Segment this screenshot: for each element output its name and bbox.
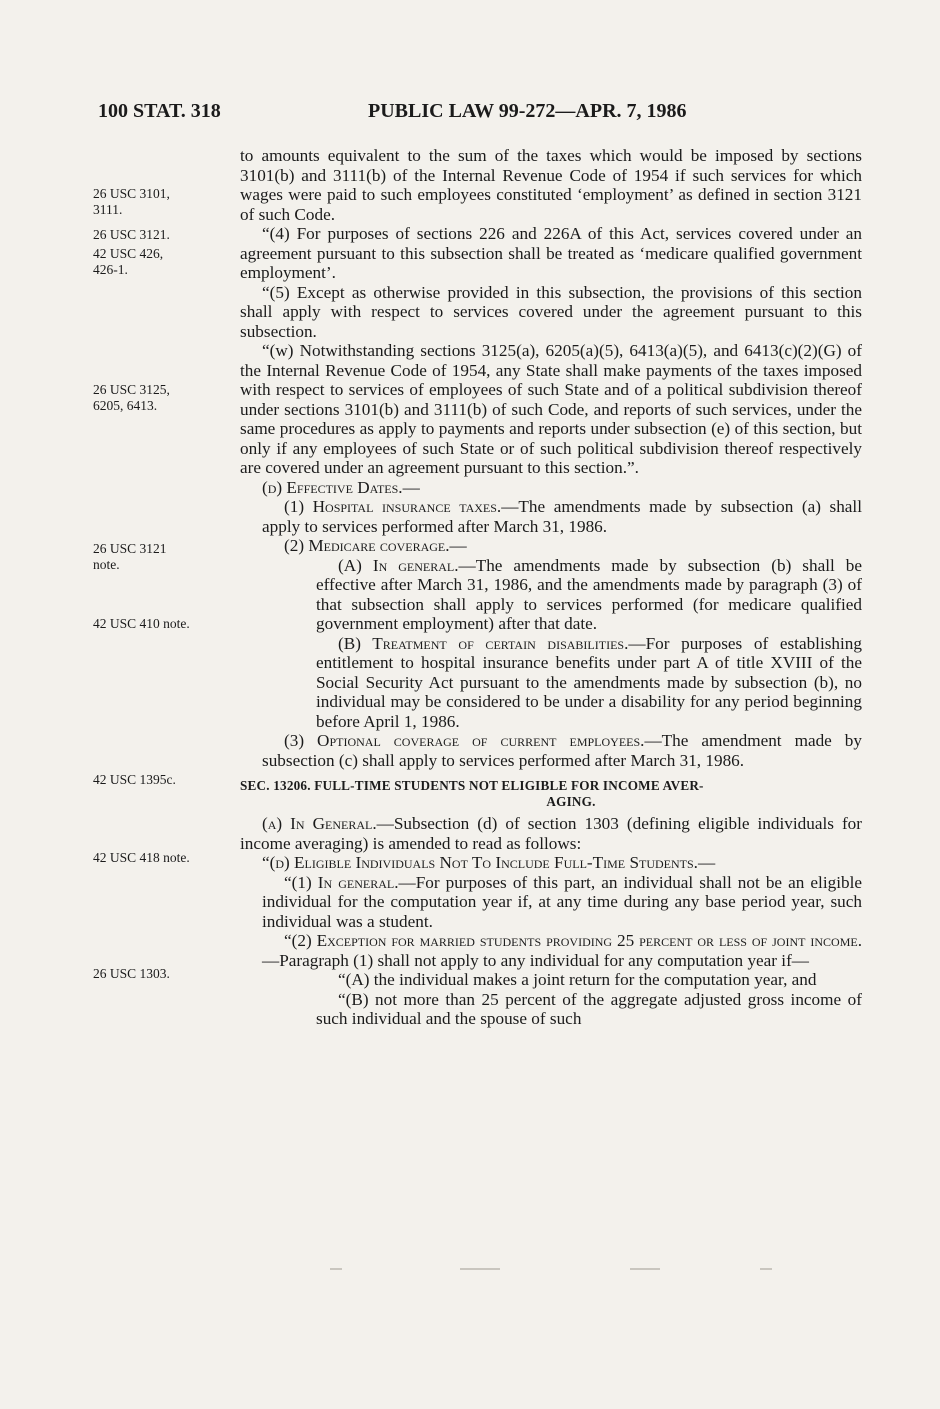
paragraph-text: —For purposes of this part, an individual shall not be an eligible individual for the computation year if, at any time during any base period year, such individual was a student. bbox=[262, 872, 862, 931]
paragraph bbox=[240, 853, 862, 873]
heading-text: (d) Effective Dates.— bbox=[262, 477, 420, 497]
paragraph-heading: “(2) Exception for married students providing 25 percent or less of joint income. bbox=[284, 931, 862, 950]
paragraph-heading: (a) In General. bbox=[262, 814, 377, 833]
margin-note: 426-1. bbox=[93, 262, 128, 277]
paragraph bbox=[240, 497, 862, 536]
paragraph-heading: (B) Treatment of certain disabilities. bbox=[338, 633, 629, 653]
paragraph bbox=[240, 814, 862, 853]
bottom-smudge-marks bbox=[330, 1268, 790, 1276]
margin-note: 3111. bbox=[93, 202, 123, 217]
paragraph-text: —Paragraph (1) shall not apply to any individual for any computation year if— bbox=[262, 950, 809, 970]
paragraph: “(5) Except as otherwise provided in this subsection, the provisions of this section shall apply with respect to services covered under the agreement pursuant to this subsection. bbox=[240, 282, 862, 341]
margin-note: note. bbox=[93, 557, 120, 572]
margin-note: 26 USC 3125, bbox=[93, 382, 170, 397]
subsection-heading bbox=[240, 478, 862, 498]
paragraph-heading: (A) In general. bbox=[338, 555, 459, 575]
paragraph-heading: “(1) In general. bbox=[284, 872, 399, 892]
paragraph-text: —The amendments made by subsection (a) shall apply to services performed after March 31, 1986. bbox=[262, 497, 862, 536]
paragraph bbox=[240, 931, 862, 970]
paragraph-text: —The amendment made by subsection (c) shall apply to services performed after March 31, 1986. bbox=[262, 731, 862, 770]
section-heading-line: SEC. 13206. FULL-TIME STUDENTS NOT ELIGIBLE FOR INCOME AVER- bbox=[240, 778, 704, 793]
paragraph: “(4) For purposes of sections 226 and 226A of this Act, services covered under an agreement pursuant to this subsection shall be treated as ‘medicare qualified government employment’. bbox=[240, 224, 862, 282]
paragraph bbox=[240, 873, 862, 932]
margin-note: 42 USC 426, bbox=[93, 246, 164, 261]
body-text bbox=[240, 146, 862, 1029]
section-heading bbox=[240, 778, 862, 810]
paragraph bbox=[240, 731, 862, 770]
margin-note: 26 USC 3121 bbox=[93, 541, 167, 556]
section-heading-line: AGING. bbox=[546, 794, 596, 809]
paragraph bbox=[240, 634, 862, 732]
margin-note: 26 USC 1303. bbox=[93, 966, 170, 981]
paragraph bbox=[240, 536, 862, 556]
paragraph-heading: (3) Optional coverage of current employees. bbox=[284, 731, 645, 750]
margin-note: 6205, 6413. bbox=[93, 398, 158, 413]
paragraph-text: —Subsection (d) of section 1303 (defining eligible individuals for income averaging) is amended to read as follows: bbox=[240, 814, 863, 853]
stat-reference: 100 STAT. 318 bbox=[98, 100, 221, 122]
paragraph-heading: “(d) Eligible Individuals Not To Include Full-Time Students.— bbox=[262, 853, 716, 872]
paragraph-heading: (2) Medicare coverage.— bbox=[284, 536, 467, 555]
paragraph: “(A) the individual makes a joint return for the computation year, and bbox=[338, 970, 817, 989]
margin-note: 42 USC 410 note. bbox=[93, 616, 190, 631]
law-title: PUBLIC LAW 99-272—APR. 7, 1986 bbox=[368, 100, 687, 122]
paragraph-text: —The amendments made by subsection (b) shall be effective after March 31, 1986, and the amendments made by paragraph (3) of that subsection shall apply to services performed (for medicare qualified government employment) after that date. bbox=[316, 555, 862, 633]
margin-note: 26 USC 3101, bbox=[93, 186, 170, 201]
paragraph bbox=[240, 556, 862, 634]
smudge-mark bbox=[760, 1268, 772, 1270]
margin-note: 42 USC 1395c. bbox=[93, 772, 176, 787]
paragraph: “(w) Notwithstanding sections 3125(a), 6205(a)(5), 6413(a)(5), and 6413(c)(2)(G) of the Internal Revenue Code of 1954, any State shall make payments of the taxes imposed with respect to services of employees of such State and of a political subdivision thereof under sections 3101(b) and 3111(b) of such Code, and reports of such services, under the same procedures as apply to payments and reports under subsection (e) of this section, but only if any employees of such State or of such political subdivision thereof respectively are covered under an agreement pursuant to this section.”. bbox=[240, 341, 862, 477]
margin-note: 26 USC 3121. bbox=[93, 227, 170, 242]
paragraph-text: —For purposes of establishing entitlement to hospital insurance benefits under part A of title XVIII of the Social Security Act pursuant to the amendments made by subsection (b), no individual may be considered to be under a disability for any period beginning before April 1, 1986. bbox=[316, 633, 862, 731]
smudge-mark bbox=[460, 1268, 500, 1270]
paragraph-heading: (1) Hospital insurance taxes. bbox=[284, 497, 502, 516]
paragraph: “(B) not more than 25 percent of the aggregate adjusted gross income of such individual and the spouse of such bbox=[316, 989, 862, 1028]
smudge-mark bbox=[630, 1268, 660, 1270]
margin-note: 42 USC 418 note. bbox=[93, 850, 190, 865]
paragraph: to amounts equivalent to the sum of the taxes which would be imposed by sections 3101(b) and 3111(b) of the Internal Revenue Code of 1954 if such services for which wages were paid to such employees constituted ‘employment’ as defined in section 3121 of such Code. bbox=[240, 146, 862, 224]
smudge-mark bbox=[330, 1268, 342, 1270]
